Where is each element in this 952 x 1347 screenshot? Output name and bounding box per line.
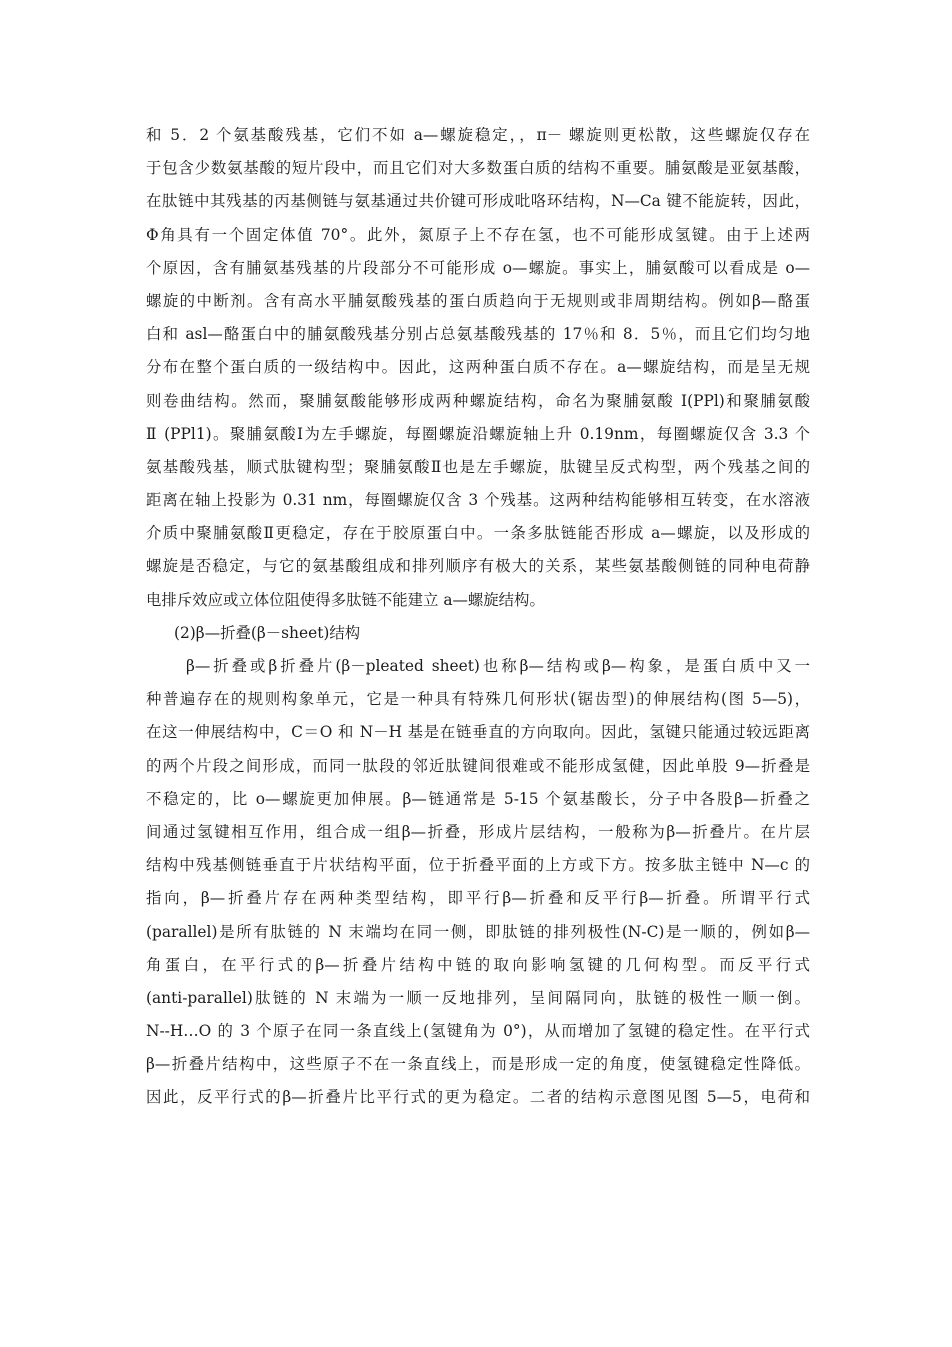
text-line: 指向，β—折叠片存在两种类型结构，即平行β—折叠和反平行β—折叠。所谓平行式: [146, 889, 810, 908]
text-line: 在这一伸展结构中，C＝O 和 N－H 基是在链垂直的方向取向。因此，氢键只能通过较远距离: [146, 723, 810, 742]
text-line: 个原因，含有脯氨基残基的片段部分不可能形成 o—螺旋。事实上，脯氨酸可以看成是 o—: [146, 258, 810, 277]
text-line: (anti-parallel)肽链的 N 末端为一顺一反地排列，呈间隔同向，肽链的极性一顺一倒。: [146, 988, 810, 1007]
text-line: 种普遍存在的规则构象单元，它是一种具有特殊几何形状(锯齿型)的伸展结构(图 5—5)，: [146, 690, 810, 709]
text-line: 在肽链中其残基的丙基侧链与氨基通过共价键可形成吡咯环结构，N—Ca 键不能旋转，因此，: [146, 192, 810, 211]
text-line: 分布在整个蛋白质的一级结构中。因此，这两种蛋白质不存在。a—螺旋结构，而是呈无规: [146, 358, 810, 377]
text-line: 距离在轴上投影为 0.31 nm，每圈螺旋仅含 3 个残基。这两种结构能够相互转变，在水溶液: [146, 491, 810, 510]
text-line: 螺旋是否稳定，与它的氨基酸组成和排列顺序有极大的关系，某些氨基酸侧链的同种电荷静: [146, 557, 810, 576]
text-line: 螺旋的中断剂。含有高水平脯氨酸残基的蛋白质趋向于无规则或非周期结构。例如β—酪蛋: [146, 291, 810, 310]
text-line: 白和 asl—酪蛋白中的脯氨酸残基分别占总氨基酸残基的 17％和 8．5％，而且它们均匀地: [146, 325, 810, 344]
text-line: 介质中聚脯氨酸Ⅱ更稳定，存在于胶原蛋白中。一条多肽链能否形成 a—螺旋，以及形成的: [146, 524, 810, 543]
section-heading: (2)β—折叠(β－sheet)结构: [174, 623, 361, 642]
text-line: N--H…O 的 3 个原子在同一条直线上(氢键角为 0°)，从而增加了氢键的稳定性。在平行式: [146, 1022, 810, 1041]
text-line: 的两个片段之间形成，而同一肽段的邻近肽键间很难或不能形成氢健，因此单股 9—折叠是: [146, 756, 810, 775]
text-line: β—折叠或β折叠片(β－pleated sheet)也称β—结构或β—构象，是蛋白质中又一: [186, 657, 810, 675]
text-line: Ⅱ (PPl1)。聚脯氨酸Ⅰ为左手螺旋，每圈螺旋沿螺旋轴上升 0.19nm，每圈螺旋仅含 3.3 个: [146, 424, 810, 443]
text-line: Φ角具有一个固定体值 70°。此外，氮原子上不存在氢，也不可能形成氢键。由于上述两: [146, 225, 810, 244]
text-line: 不稳定的，比 o—螺旋更加伸展。β—链通常是 5-15 个氨基酸长，分子中各股β—折叠之: [146, 789, 810, 808]
text-line: (parallel)是所有肽链的 N 末端均在同一侧，即肽链的排列极性(N-C)是一顺的，例如β—: [146, 922, 810, 941]
text-line: 则卷曲结构。然而，聚脯氨酸能够形成两种螺旋结构，命名为聚脯氨酸 I(PPl)和聚脯氨酸: [146, 391, 810, 410]
text-line: 因此，反平行式的β—折叠片比平行式的更为稳定。二者的结构示意图见图 5—5，电荷和: [146, 1088, 810, 1107]
body-text: [146, 119, 810, 1115]
text-line: 于包含少数氨基酸的短片段中，而且它们对大多数蛋白质的结构不重要。脯氨酸是亚氨基酸，: [146, 159, 810, 178]
text-line: 和 5．2 个氨基酸残基，它们不如 a—螺旋稳定，，π－ 螺旋则更松散，这些螺旋仅存在: [146, 126, 810, 144]
text-line: 电排斥效应或立体位阻使得多肽链不能建立 a—螺旋结构。: [146, 590, 545, 609]
text-line: 氨基酸残基，顺式肽键构型；聚脯氨酸Ⅱ也是左手螺旋，肽键呈反式构型，两个残基之间的: [146, 457, 810, 476]
text-line: β—折叠片结构中，这些原子不在一条直线上，而是形成一定的角度，使氢键稳定性降低。: [146, 1055, 810, 1074]
text-line: 间通过氢键相互作用，组合成一组β—折叠，形成片层结构，一般称为β—折叠片。在片层: [146, 822, 810, 841]
text-line: 角蛋白，在平行式的β—折叠片结构中链的取向影响氢键的几何构型。而反平行式: [146, 955, 810, 974]
text-line: 结构中残基侧链垂直于片状结构平面，位于折叠平面的上方或下方。按多肽主链中 N—c 的: [146, 856, 810, 875]
